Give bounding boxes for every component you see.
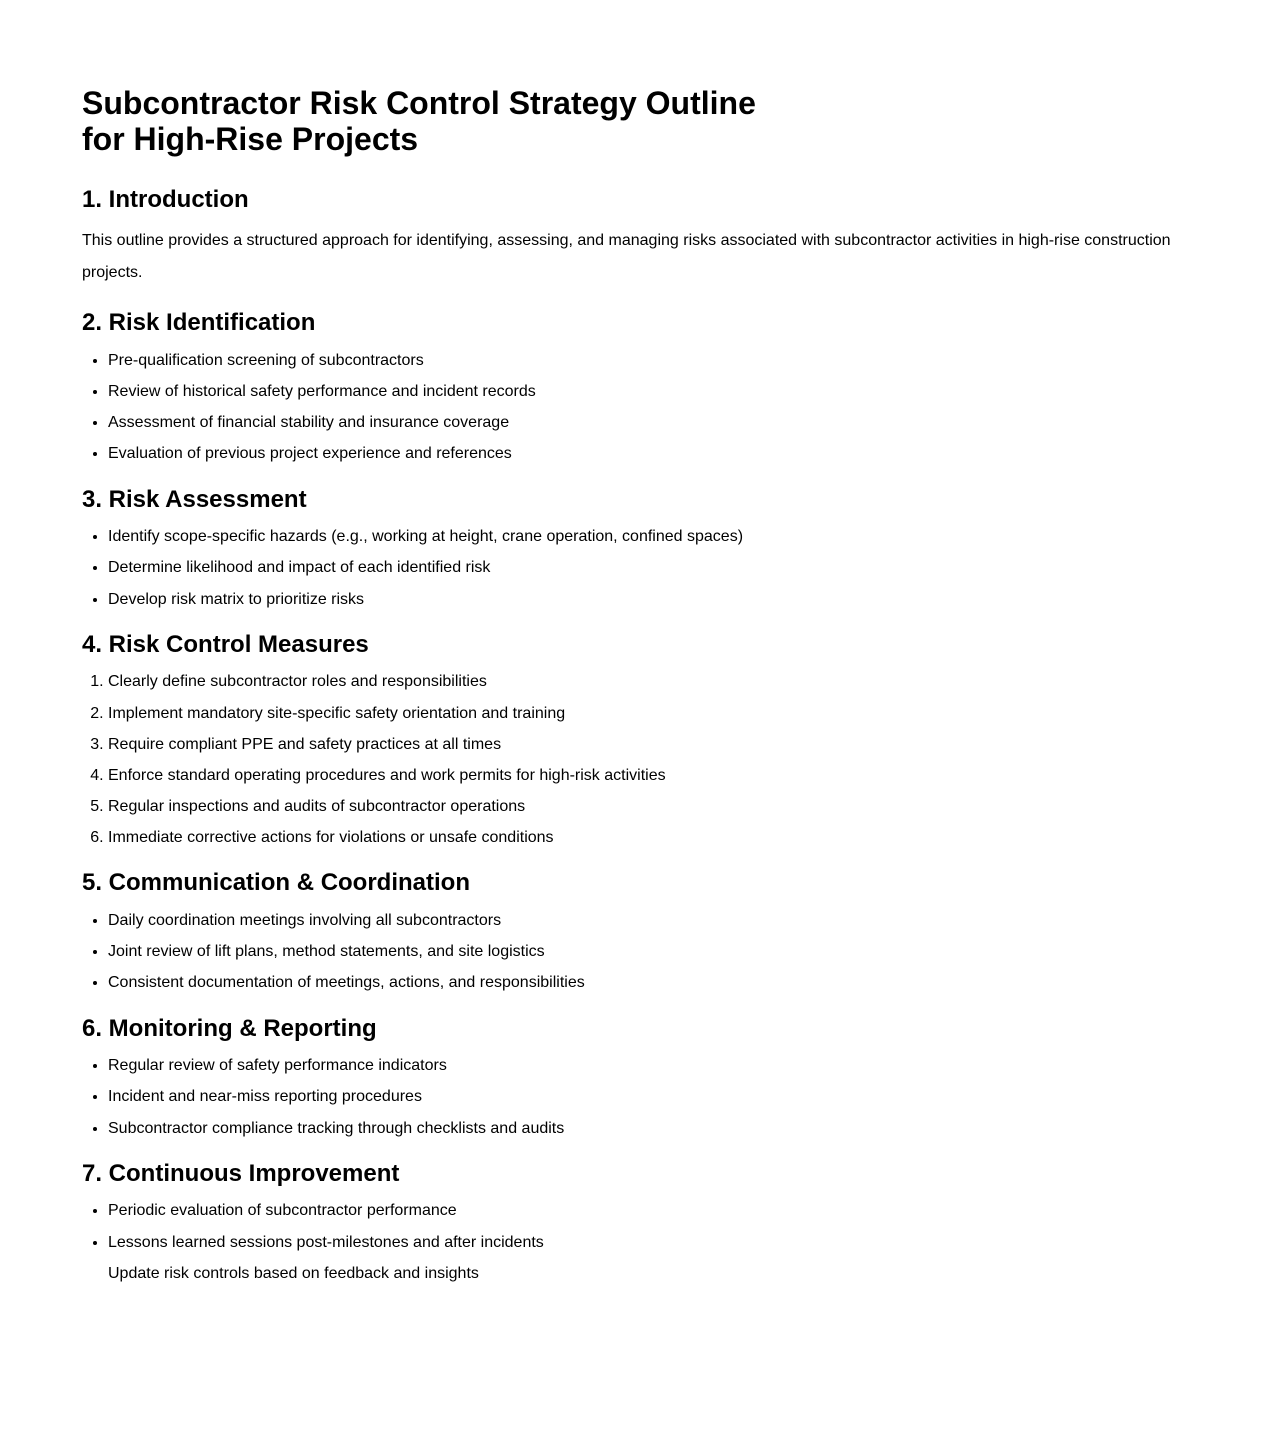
bullet-list-communication-coordination — [82, 909, 1181, 995]
bullet-list-monitoring-reporting — [82, 1054, 1181, 1140]
intro-paragraph-line-2: projects. — [82, 264, 143, 282]
list-item: • Identify scope-specific hazards (e.g., working at height, crane operation, confined spaces) — [108, 525, 1181, 548]
list-item: 2. Implement mandatory site-specific safety orientation and training — [108, 702, 1181, 725]
list-item: • Review of historical safety performance and incident records — [108, 380, 1181, 403]
list-item: • Consistent documentation of meetings, actions, and responsibilities — [108, 971, 1181, 994]
list-item: 4. Enforce standard operating procedures and work permits for high-risk activities — [108, 764, 1181, 787]
intro-paragraph-line-1: This outline provides a structured approach for identifying, assessing, and managing risks associated with subcontractor activities in high-rise construction — [82, 232, 1171, 250]
document-title-line-2: for High-Rise Projects — [82, 120, 419, 157]
list-item: • Incident and near-miss reporting procedures — [108, 1085, 1181, 1108]
document-title — [82, 86, 1181, 158]
document-title-line-1: Subcontractor Risk Control Strategy Outline — [82, 85, 756, 121]
list-item: • Pre-qualification screening of subcontractors — [108, 349, 1181, 372]
bullet-list-continuous-improvement — [82, 1199, 1181, 1282]
list-item-clipped: Update risk controls based on feedback and insights — [108, 1264, 479, 1282]
bullet-list-risk-identification — [82, 349, 1181, 466]
list-item: 3. Require compliant PPE and safety practices at all times — [108, 733, 1181, 756]
section-heading-risk-assessment: 3. Risk Assessment — [82, 485, 307, 513]
list-item: • Subcontractor compliance tracking through checklists and audits — [108, 1117, 1181, 1140]
section-heading-risk-identification: 2. Risk Identification — [82, 309, 316, 337]
list-item: • Daily coordination meetings involving all subcontractors — [108, 909, 1181, 932]
list-item: 6. Immediate corrective actions for violations or unsafe conditions — [108, 826, 1181, 849]
section-heading-risk-control-measures: 4. Risk Control Measures — [82, 630, 369, 658]
list-item: • Evaluation of previous project experience and references — [108, 442, 1181, 465]
numbered-list-risk-control-measures — [82, 670, 1181, 849]
bullet-list-risk-assessment — [82, 525, 1181, 611]
list-item: • Lessons learned sessions post-milestones and after incidents — [108, 1231, 1181, 1254]
list-item: • Periodic evaluation of subcontractor performance — [108, 1199, 1181, 1222]
intro-paragraph — [82, 225, 1181, 289]
section-heading-continuous-improvement: 7. Continuous Improvement — [82, 1159, 400, 1187]
list-item: 5. Regular inspections and audits of subcontractor operations — [108, 795, 1181, 818]
list-item: 1. Clearly define subcontractor roles and responsibilities — [108, 670, 1181, 693]
list-item: • Assessment of financial stability and insurance coverage — [108, 411, 1181, 434]
section-heading-communication-coordination: 5. Communication & Coordination — [82, 869, 470, 897]
section-heading-monitoring-reporting: 6. Monitoring & Reporting — [82, 1014, 377, 1042]
list-item: • Determine likelihood and impact of each identified risk — [108, 556, 1181, 579]
list-item: • Regular review of safety performance indicators — [108, 1054, 1181, 1077]
section-heading-introduction: 1. Introduction — [82, 185, 249, 213]
list-item: • Joint review of lift plans, method statements, and site logistics — [108, 940, 1181, 963]
list-item: • Develop risk matrix to prioritize risks — [108, 588, 1181, 611]
